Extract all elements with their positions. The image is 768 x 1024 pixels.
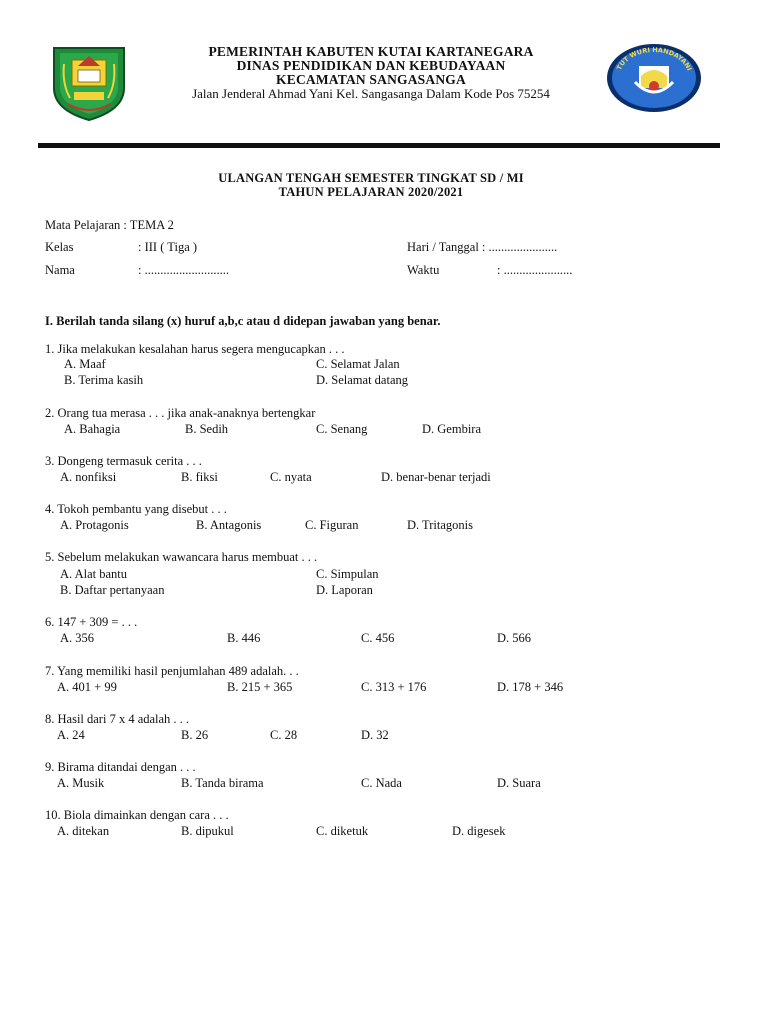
option-b[interactable]: B. Antagonis	[196, 518, 262, 532]
tut-wuri-handayani-logo	[605, 42, 703, 114]
option-c[interactable]: C. nyata	[270, 470, 312, 484]
question-text: 5. Sebelum melakukan wawancara harus membuat . . .	[45, 550, 318, 564]
question-text: 1. Jika melakukan kesalahan harus segera mengucapkan . . .	[45, 342, 345, 356]
question-text: 6. 147 + 309 = . . .	[45, 615, 138, 629]
option-a[interactable]: A. Protagonis	[60, 518, 129, 532]
question-text: 3. Dongeng termasuk cerita . . .	[45, 454, 202, 468]
option-a[interactable]: A. 356	[60, 631, 95, 645]
name-label: Nama	[45, 263, 75, 277]
time-label: Waktu	[407, 263, 440, 277]
option-a[interactable]: A. Musik	[57, 776, 105, 790]
question-text: 8. Hasil dari 7 x 4 adalah . . .	[45, 712, 190, 726]
option-b[interactable]: B. Sedih	[185, 422, 229, 436]
instruction: I. Berilah tanda silang (x) huruf a,b,c atau d didepan jawaban yang benar.	[45, 314, 441, 328]
option-d[interactable]: D. digesek	[452, 824, 506, 838]
option-d[interactable]: D. Gembira	[422, 422, 482, 436]
option-b[interactable]: B. Daftar pertanyaan	[60, 583, 165, 597]
option-b[interactable]: B. Terima kasih	[64, 373, 144, 387]
option-c[interactable]: C. Simpulan	[316, 567, 379, 581]
option-c[interactable]: C. 456	[361, 631, 395, 645]
exam-year: TAHUN PELAJARAN 2020/2021	[278, 185, 464, 199]
option-a[interactable]: A. nonfiksi	[60, 470, 117, 484]
option-d[interactable]: D. Laporan	[316, 583, 373, 597]
name-field[interactable]: : ...........................	[138, 263, 229, 277]
option-c[interactable]: C. 28	[270, 728, 298, 742]
subject-label: Mata Pelajaran : TEMA 2	[45, 218, 174, 232]
option-b[interactable]: B. fiksi	[181, 470, 218, 484]
kutai-kartanegara-emblem	[48, 44, 130, 122]
day-date-field[interactable]: Hari / Tanggal : ......................	[407, 240, 558, 254]
question-text: 7. Yang memiliki hasil penjumlahan 489 adalah. . .	[45, 664, 299, 678]
option-d[interactable]: D. Suara	[497, 776, 541, 790]
letterhead-line-3: KECAMATAN SANGASANGA	[276, 72, 466, 87]
option-a[interactable]: A. Alat bantu	[60, 567, 128, 581]
option-d[interactable]: D. 32	[361, 728, 389, 742]
letterhead-line-1: PEMERINTAH KABUTEN KUTAI KARTANEGARA	[208, 44, 534, 59]
option-b[interactable]: B. 215 + 365	[227, 680, 293, 694]
question-text: 4. Tokoh pembantu yang disebut . . .	[45, 502, 227, 516]
option-c[interactable]: C. Nada	[361, 776, 402, 790]
question-text: 10. Biola dimainkan dengan cara . . .	[45, 808, 229, 822]
option-a[interactable]: A. Maaf	[64, 357, 106, 371]
question-text: 9. Birama ditandai dengan . . .	[45, 760, 196, 774]
exam-title: ULANGAN TENGAH SEMESTER TINGKAT SD / MI	[218, 171, 524, 185]
option-d[interactable]: D. Tritagonis	[407, 518, 473, 532]
option-a[interactable]: A. ditekan	[57, 824, 110, 838]
class-label: Kelas	[45, 240, 74, 254]
svg-text:TUT WURI HANDAYANI: TUT WURI HANDAYANI	[615, 45, 694, 72]
letterhead-line-2: DINAS PENDIDIKAN DAN KEBUDAYAAN	[236, 58, 506, 73]
option-c[interactable]: C. diketuk	[316, 824, 369, 838]
option-d[interactable]: D. 178 + 346	[497, 680, 564, 694]
letterhead-divider	[38, 143, 720, 148]
letterhead-address: Jalan Jenderal Ahmad Yani Kel. Sangasanga Dalam Kode Pos 75254	[192, 86, 550, 101]
time-field[interactable]: : ......................	[497, 263, 573, 277]
option-c[interactable]: C. Senang	[316, 422, 368, 436]
option-a[interactable]: A. 24	[57, 728, 85, 742]
question-text: 2. Orang tua merasa . . . jika anak-anaknya bertengkar	[45, 406, 316, 420]
option-b[interactable]: B. 26	[181, 728, 209, 742]
option-d[interactable]: D. benar-benar terjadi	[381, 470, 491, 484]
class-value: : III ( Tiga )	[138, 240, 198, 254]
option-b[interactable]: B. dipukul	[181, 824, 234, 838]
option-a[interactable]: A. 401 + 99	[57, 680, 117, 694]
option-a[interactable]: A. Bahagia	[64, 422, 121, 436]
option-c[interactable]: C. Selamat Jalan	[316, 357, 400, 371]
option-d[interactable]: D. Selamat datang	[316, 373, 408, 387]
option-b[interactable]: B. 446	[227, 631, 261, 645]
option-c[interactable]: C. 313 + 176	[361, 680, 427, 694]
option-c[interactable]: C. Figuran	[305, 518, 359, 532]
option-d[interactable]: D. 566	[497, 631, 532, 645]
option-b[interactable]: B. Tanda birama	[181, 776, 264, 790]
